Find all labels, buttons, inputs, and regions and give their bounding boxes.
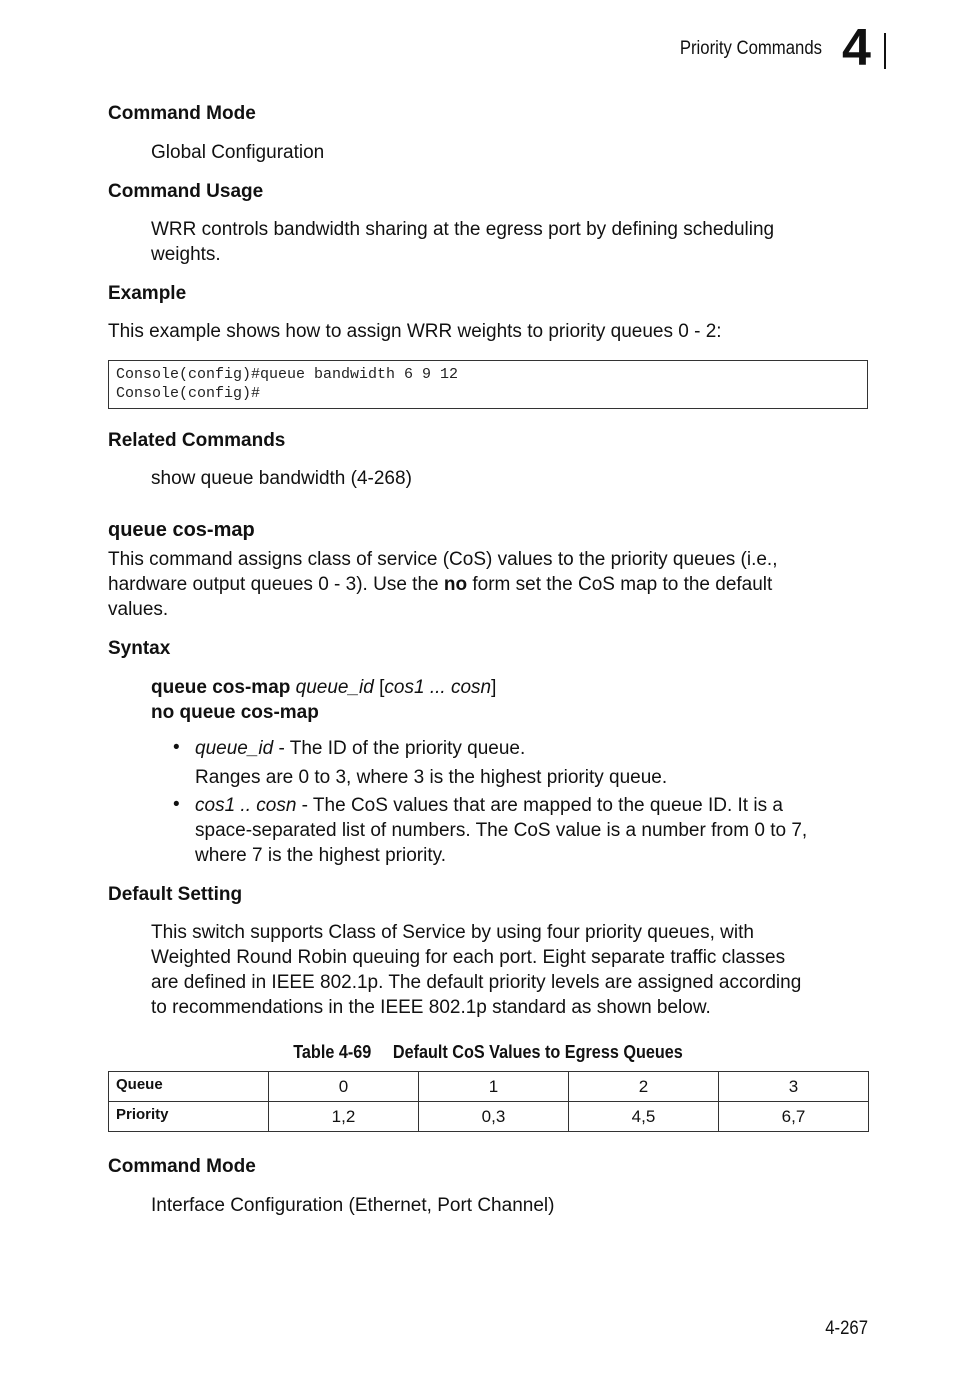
row-header: Priority: [109, 1102, 269, 1132]
bullet-icon: •: [173, 737, 180, 758]
table-cell: 2: [569, 1072, 719, 1102]
command-mode-value: Global Configuration: [151, 142, 325, 163]
command-description-line: hardware output queues 0 - 3). Use the no form set the CoS map to the default: [108, 574, 773, 595]
bullet-icon: •: [173, 794, 180, 815]
default-setting-heading: Default Setting: [108, 884, 243, 905]
code-line: Console(config)#queue bandwidth 6 9 12: [116, 366, 459, 383]
command-usage-line: weights.: [151, 244, 221, 265]
param-item: queue_id - The ID of the priority queue.: [195, 738, 526, 759]
example-heading: Example: [108, 283, 187, 304]
example-text: This example shows how to assign WRR weights to priority queues 0 - 2:: [108, 321, 722, 342]
table-cell: 1,2: [269, 1102, 419, 1132]
command-mode-heading: Command Mode: [108, 1156, 256, 1177]
command-mode-heading: Command Mode: [108, 103, 256, 124]
command-usage-line: WRR controls bandwidth sharing at the egress port by defining scheduling: [151, 219, 775, 240]
command-title: queue cos-map: [108, 519, 255, 541]
table-cell: 4,5: [569, 1102, 719, 1132]
command-mode-value: Interface Configuration (Ethernet, Port Channel): [151, 1195, 555, 1216]
param-detail: space-separated list of numbers. The CoS value is a number from 0 to 7,: [195, 820, 808, 841]
code-example: [108, 360, 868, 409]
related-commands-heading: Related Commands: [108, 430, 286, 451]
default-setting-line: Weighted Round Robin queuing for each port. Eight separate traffic classes: [151, 947, 786, 968]
table-row: [109, 1102, 869, 1132]
code-line: Console(config)#: [116, 385, 261, 402]
page-number: 4-267: [825, 1318, 868, 1339]
no-keyword: no: [443, 574, 468, 595]
syntax-no-line: no queue cos-map: [151, 702, 319, 723]
param-detail: where 7 is the highest priority.: [195, 845, 446, 866]
table-caption: Table 4-69 Default CoS Values to Egress Queues: [293, 1042, 683, 1062]
default-setting-line: to recommendations in the IEEE 802.1p standard as shown below.: [151, 997, 711, 1018]
table-cell: 3: [719, 1072, 869, 1102]
related-command-link[interactable]: show queue bandwidth (4-268): [151, 468, 412, 489]
table-cell: 1: [419, 1072, 569, 1102]
command-usage-heading: Command Usage: [108, 181, 264, 202]
command-description-line: values.: [108, 599, 169, 620]
cos-table: [108, 1071, 869, 1132]
table-cell: 0,3: [419, 1102, 569, 1132]
row-header: Queue: [109, 1072, 269, 1102]
default-setting-line: are defined in IEEE 802.1p. The default priority levels are assigned according: [151, 972, 802, 993]
syntax-heading: Syntax: [108, 638, 171, 659]
default-setting-line: This switch supports Class of Service by using four priority queues, with: [151, 922, 754, 943]
table-cell: 6,7: [719, 1102, 869, 1132]
chapter-number: 4: [842, 19, 871, 77]
syntax-line: queue cos-map queue_id [cos1 ... cosn]: [151, 677, 497, 698]
param-item: cos1 .. cosn - The CoS values that are mapped to the queue ID. It is a: [195, 795, 783, 816]
param-detail: Ranges are 0 to 3, where 3 is the highest priority queue.: [195, 767, 668, 788]
command-description-line: This command assigns class of service (CoS) values to the priority queues (i.e.,: [108, 549, 778, 570]
table-cell: 0: [269, 1072, 419, 1102]
running-header: Priority Commands: [679, 38, 822, 59]
table-row: [109, 1072, 869, 1102]
